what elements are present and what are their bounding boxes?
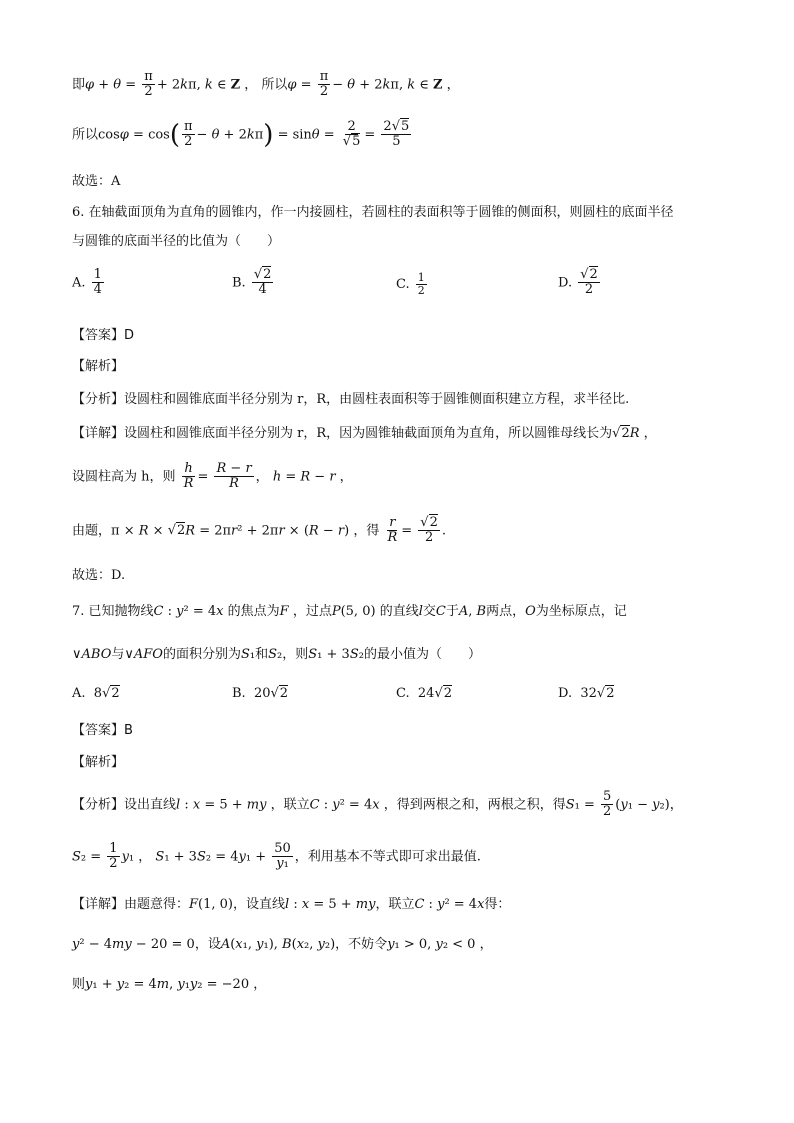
q6-option-c: C. $\frac{1}{2}$ [396,271,425,298]
q7-option-d: D. 32√ 2 [558,686,614,701]
q6-equation-line: 由题，π × R × √ 2R = 2πr² + 2πr × (R − r) ，得 $\frac{r}{R}$ = √ $\frac{2}{2}$ . [72,516,446,546]
q6-option-d: D. √ $\frac{2}{2}$ [558,268,602,298]
q7-stem-line-2: ∨ABO与∨AFO的面积分别为S₁和S₂，则S₁ + 3S₂的最小值为（ ） [72,647,481,662]
q7-vieta-line: 则y₁ + y₂ = 4m, y₁y₂ = −20 ， [72,977,267,992]
q6-final: 故选：D. [72,568,126,583]
q6-stem-line-2: 与圆锥的底面半径的比值为（ ） [72,234,281,249]
q6-option-b: B. √ $\frac{2}{4}$ [232,268,275,298]
q7-stem-line-1: 7. 已知抛物线C : y² = 4x 的焦点为F ，过点P(5, 0) 的直线l交C于A, B两点，O为坐标原点，记 [72,604,627,619]
q6-height-line: 设圆柱高为 h，则 $\frac{h}{R}$ = $\frac{R - r}{R}$ ， h = R − r ， [72,461,353,492]
q6-xiangjie: 【详解】设圆柱和圆锥底面半径分别为 r，R，因为圆锥轴截面顶角为直角，所以圆锥母线长为√ 2R ， [72,424,657,444]
q7-answer: 【答案】B [72,723,133,738]
q7-option-a: A. 8√ 2 [72,686,120,701]
q5-line-1: 即φ + θ = $\frac{\pi}{2}$ + 2kπ, k ∈ Z ， 所以φ = $\frac{\pi}{2}$ − θ + 2kπ, k ∈ Z ， [72,69,460,100]
q7-option-c: C. 24√ 2 [396,686,452,701]
q6-answer: 【答案】D [72,328,135,343]
q7-xiangjie-line: 【详解】由题意得：F(1, 0)，设直线l : x = 5 + my，联立C : y² = 4x得： [72,897,511,912]
q6-option-a: A. $\frac{1}{4}$ [72,267,102,298]
q7-equation-line: y² − 4my − 20 = 0，设A(x₁, y₁), B(x₂, y₂)，不妨令y₁ > 0, y₂ < 0 ， [72,937,493,952]
q7-fenxi-line-2: S₂ = $\frac{1}{2}$ y₁ ， S₁ + 3S₂ = 4y₁ + $\frac{50}{\text{y₁}}$ ，利用基本不等式即可求出最值. [72,841,481,872]
q6-analysis-heading: 【解析】 [72,359,125,374]
q5-answer: 故选：A [72,174,121,189]
q5-line-2: 所以cosφ = cos( $\frac{\pi}{2}$ − θ + 2kπ) = sinθ = 2 √ 5 = $\frac{2√ 5}{5}$ [72,120,413,150]
q6-stem-line-1: 6. 在轴截面顶角为直角的圆锥内，作一内接圆柱，若圆柱的表面积等于圆锥的侧面积，则圆柱的底面半径 [72,205,674,220]
q7-option-b: B. 20√ 2 [232,686,288,701]
q6-fenxi: 【分析】设圆柱和圆锥底面半径分别为 r，R，由圆柱表面积等于圆锥侧面积建立方程，求半径比. [72,392,630,407]
q7-analysis-heading: 【解析】 [72,755,125,770]
q7-fenxi-line-1: 【分析】设出直线l : x = 5 + my ，联立C : y² = 4x ，得到两根之和，两根之积，得S₁ = $\frac{5}{2}$ (y₁ − y₂)， [72,789,683,820]
